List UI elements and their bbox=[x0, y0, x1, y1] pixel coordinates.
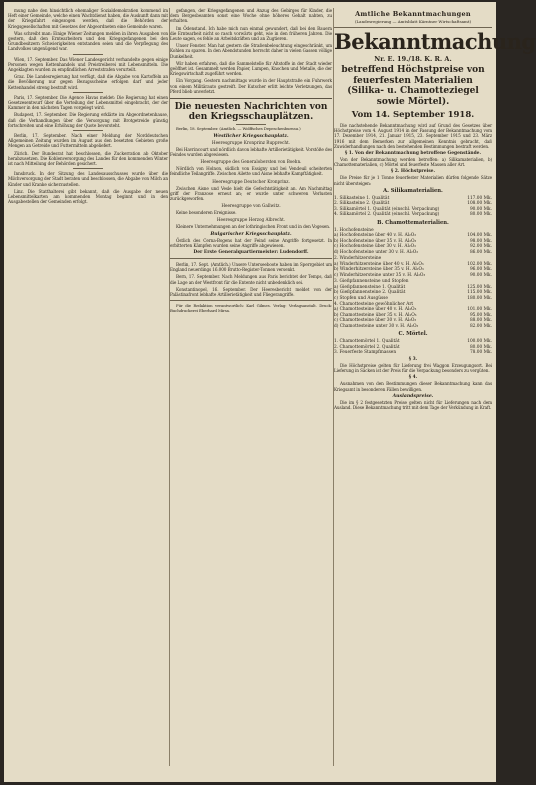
separator bbox=[236, 124, 266, 125]
price-label: 2. Silikasteine 2. Qualität bbox=[334, 201, 390, 207]
report-signature: Der Erste Generalquartiermeister: Ludendorff. bbox=[193, 250, 309, 256]
price-label: 3. Silikamörtel 1. Qualität (einschl. Verpackung) bbox=[334, 206, 440, 212]
price-list-chamotte bbox=[334, 262, 492, 279]
article-paragraph: Berlin, 17. September. Nach einer Meldung der Norddeutschen Allgemeinen Zeitung wurden im August aus den besetzten Gebieten große Mengen an Getreide und Futtermitteln abgeliefert. bbox=[8, 133, 168, 149]
price-value: 92.00 Mk. bbox=[469, 244, 492, 250]
price-row bbox=[334, 250, 492, 256]
price-group-heading: 4. Chamottesteine gewöhnlicher Art bbox=[334, 302, 414, 308]
price-value: 88.00 Mk. bbox=[469, 318, 492, 324]
middle-column bbox=[170, 8, 332, 766]
price-value: 96.00 Mk. bbox=[469, 267, 492, 273]
price-row bbox=[334, 296, 492, 302]
newspaper-page bbox=[4, 2, 536, 782]
article-paragraph: Zürich. Der Bundesrat hat beschlossen, die Zuckerration ab Oktober herabzusetzen. Die Kohlenversorgung des Landes für den kommenden Winter ist nach Mitteilung der Behörden gesichert. bbox=[8, 150, 168, 167]
paragraph-heading: § 3. bbox=[408, 356, 418, 362]
price-row bbox=[334, 324, 492, 330]
announcement-date: Vom 14. September 1918. bbox=[351, 110, 475, 120]
price-value: 100.00 Mk. bbox=[467, 339, 492, 345]
price-value: 90.00 Mk. bbox=[469, 206, 492, 212]
price-label: 1. Chamottemörtel 1. Qualität bbox=[334, 339, 400, 345]
price-section-heading: C. Mörtel. bbox=[398, 331, 428, 338]
separator bbox=[73, 54, 103, 55]
price-value: 80.00 Mk. bbox=[469, 344, 492, 350]
article-paragraph: mung nahe den hinsichtlich ehemaliger Sozialdemokratien kommend im Heft einer Gemeinde, welche einen Wachtdienst haben, die Auskunft dann mit der Kriegsfahrt eingezogen werden, daß die Behörden der Kriegsgesellschaften mit Gesetzes der Abgeordneten eine Gemeinde waren. bbox=[8, 8, 168, 29]
army-group-heading: Heeresgruppe des Generalobersten von Boehn. bbox=[200, 159, 302, 165]
section-heading: Westlicher Kriegsschauplatz. bbox=[213, 133, 289, 139]
price-label: a) Hochofensteine über 40 v. H. Al₂O₃ bbox=[334, 233, 417, 239]
price-label: c) Winderhitzersteine unter 35 v. H. Al₂O₃ bbox=[334, 272, 426, 278]
price-value: 104.00 Mk. bbox=[467, 233, 492, 239]
army-group-heading: Heeresgruppe von Gallwitz. bbox=[221, 203, 281, 209]
article-paragraph: Wir haben erfahren, daß die Sammelstelle für Altstoffe in der Stadt wieder geöffnet ist. Gesammelt werden Papier, Lumpen, Knochen und Metalle, die der Kriegswirtschaft zugeführt werden. bbox=[170, 60, 332, 77]
article-paragraph: Unser Fenster. Man hat gestern die Straßenbeleuchtung eingeschränkt, um Kohlen zu sparen. In den Abendstunden herrscht daher in vielen Gassen völlige Dunkelheit. bbox=[170, 43, 332, 59]
price-value: 95.00 Mk. bbox=[469, 312, 492, 318]
price-value: 180.00 Mk. bbox=[467, 295, 492, 301]
dateline: Berlin, 18. September. (Amtlich. — Wolffsches Depeschenbureau.) bbox=[176, 126, 301, 132]
price-label: a) Chamottesteine über 40 v. H. Al₂O₃ bbox=[334, 307, 417, 313]
price-label: b) Hochofensteine über 35 v. H. Al₂O₃ bbox=[334, 238, 417, 244]
announcement-title: Bekanntmachung bbox=[334, 29, 536, 54]
article-paragraph: Budapest, 17. September. Die Regierung erklärte im Abgeordnetenhause, daß die Verhandlungen über die Versorgung mit Brotgetreide günstig fortschreiten und eine Erhöhung der Quote bevorsteht. bbox=[8, 112, 168, 128]
right-column bbox=[334, 8, 536, 766]
article-paragraph: Ein Vorgang. Gestern nachmittags wurde in der Hauptstraße ein Fuhrwerk von einem Militärauto gestreift. Der Kutscher erlitt leichte Verletzungen, das Pferd blieb unverletzt. bbox=[170, 78, 332, 94]
article-paragraph: Berlin, 17. Sept. (Amtlich.) Unsere Unterseeboote haben im Sperrgebiet um England neuerdings 16.000 Brutto-Register-Tonnen versenkt. bbox=[170, 262, 332, 273]
article-paragraph: Innsbruck. In der Sitzung des Landesausschusses wurde über die Milchversorgung der Stadt beraten und beschlossen, die Abgabe von Milch an Kinder und Kranke sicherzustellen. bbox=[8, 171, 168, 187]
article-paragraph: gefangen, der Kriegsgefangenen und Anzug des Gebirges für Kinder, die dem Bergesbeamten sonst eine Woche ohne höheres Gehalt nahten, zu erhalten. bbox=[170, 8, 332, 24]
price-label: 1. Silikasteine 1. Qualität bbox=[334, 195, 390, 201]
price-list-chamotte bbox=[334, 307, 492, 329]
price-list-chamotte bbox=[334, 285, 492, 302]
paragraph-text: Die Preise für je 1 Tonne feuerfester Materialien dürfen folgende Sätze nicht übersteigen: bbox=[334, 175, 492, 186]
price-label: 2. Chamottemörtel 2. Qualität bbox=[334, 344, 400, 350]
official-notices-title: Amtliche Bekanntmachungen bbox=[355, 10, 471, 18]
paragraph-text: Von der Bekanntmachung werden betroffen: a) Silikamaterialien, b) Chamottematerialien, c) Mörtel und feuerfeste Massen aller Art. bbox=[334, 157, 492, 168]
price-label: c) Chamottesteine über 30 v. H. Al₂O₃ bbox=[334, 318, 417, 324]
paragraph-heading: Auslandspreise. bbox=[392, 393, 434, 399]
article-paragraph: Wien, 17. September. Das Wiener Landesgericht verhandelte gegen einige Personen wegen Kettenhandels und Preistreiberei mit Lebensmitteln. Die Angeklagten wurden zu empfindlichen Arreststrafen verurteilt. bbox=[8, 56, 168, 73]
separator bbox=[73, 130, 103, 131]
price-label: b) Gießpfannensteine 2. Qualität bbox=[334, 290, 406, 296]
price-label: a) Gießpfannensteine 1. Qualität bbox=[334, 284, 406, 290]
price-label: d) Chamottesteine unter 30 v. H. Al₂O₃ bbox=[334, 323, 419, 329]
price-section-heading: B. Chamottematerialien. bbox=[377, 219, 449, 226]
official-notices-subtitle: (Landesregierung — Amtsblatt Kärntner Wirtschaftsamt) bbox=[354, 19, 472, 24]
article-paragraph: Paris, 17. September. Die Agence Havas meldet: Die Regierung hat einen Gesetzesentwurf über die Verteilung der Lebensmittel eingebracht, der der Kammer in den nächsten Tagen vorgelegt wird. bbox=[8, 94, 168, 111]
price-group-heading: 1. Hochofensteine bbox=[334, 227, 374, 233]
price-value: 101.00 Mk. bbox=[467, 307, 492, 313]
section-heading: Bulgarischer Kriegsschauplatz. bbox=[210, 231, 292, 237]
article-paragraph: Im Ödenstand. Ich habe mich nun einmal gewundert, daß bei den Bauern die Erntearbeit nicht so rasch vorwärts geht, wie in den früheren Jahren. Die Leute sagen, es fehle an Arbeitskräften und an Zugtieren. bbox=[170, 25, 332, 42]
paragraph-text: Die im § 2 festgesetzten Preise gelten nicht für Lieferungen nach dem Ausland. Diese Bekanntmachung tritt mit dem Tage der Verkündung in Kraft. bbox=[334, 399, 492, 410]
price-label: b) Chamottesteine über 35 v. H. Al₂O₃ bbox=[334, 312, 417, 318]
price-row bbox=[334, 212, 492, 218]
report-text: Bei Havrincourt und nördlich davon lebhafte Artillerietätigkeit. Vorstöße des Feindes wurden abgewiesen. bbox=[170, 146, 332, 158]
price-label: b) Winderhitzersteine über 35 v. H. Al₂O₃ bbox=[334, 267, 424, 273]
price-row bbox=[334, 273, 492, 279]
price-label: 4. Silikamörtel 2. Qualität (einschl. Verpackung) bbox=[334, 212, 440, 218]
price-value: 90.00 Mk. bbox=[469, 272, 492, 278]
separator bbox=[170, 258, 332, 259]
left-column bbox=[8, 8, 168, 766]
army-group-heading: Heeresgruppe Kronprinz Rupprecht. bbox=[211, 139, 291, 145]
price-label: d) Hochofensteine unter 30 v. H. Al₂O₃ bbox=[334, 249, 418, 255]
price-value: 117.00 Mk. bbox=[467, 195, 492, 201]
price-list-chamotte bbox=[334, 233, 492, 255]
army-group-heading: Heeresgruppe Herzog Albrecht. bbox=[216, 217, 286, 223]
price-value: 80.00 Mk. bbox=[469, 212, 492, 218]
price-group-heading: 3. Gießpfannensteine und Stopfen bbox=[334, 279, 409, 285]
announcement-intro: Die nachstehende Bekanntmachung wird auf Grund des Gesetzes über Höchstpreise vom 4. August 1914 in der Fassung der Bekanntmachung vom 17. Dezember 1914, 21. Januar 1915, 23. September 1915 und 23. März 1916 mit dem Bemerken zur allgemeinen Kenntnis gebracht, daß Zuwiderhandlungen nach den bestehenden Bestimmungen bestraft werden. bbox=[334, 123, 492, 149]
price-value: 115.00 Mk. bbox=[467, 290, 492, 296]
separator bbox=[334, 27, 492, 28]
price-value: 98.00 Mk. bbox=[469, 238, 492, 244]
article-paragraph: Konstantinopel, 16. September. Der Heeresbericht meldet von der Palästinafront lebhafte Artillerietätigkeit und Fliegerangriffe. bbox=[170, 286, 332, 298]
article-paragraph: Bern, 17. September. Nach Meldungen aus Paris berichtet der Temps, daß die Lage an der Westfront für die Entente nicht unbedenklich sei. bbox=[170, 274, 332, 285]
price-label: 3. Feuerfeste Stampfmassen bbox=[334, 350, 397, 356]
announcement-number: Nr. E. 19./18. K. R. A. bbox=[374, 55, 452, 63]
price-value: 86.00 Mk. bbox=[469, 249, 492, 255]
paragraph-text: Ausnahmen von den Bestimmungen dieser Bekanntmachung kann das Kriegsamt in besonderen Fällen bewilligen. bbox=[334, 381, 492, 392]
price-label: c) Stopfen und Ausgüsse bbox=[334, 295, 388, 301]
price-value: 82.00 Mk. bbox=[469, 323, 492, 329]
price-value: 78.00 Mk. bbox=[469, 350, 492, 356]
article-paragraph: Linz. Die Statthalterei gibt bekannt, daß die Ausgabe der neuen Lebensmittelkarten am kommenden Montag beginnt und in den Ausgabestellen der Gemeinden erfolgt. bbox=[8, 188, 168, 205]
price-list-mortel bbox=[334, 339, 492, 356]
report-text: Nördlich von Holnon, südlich von Essigny und bei Vendeuil scheiterten feindliche Teilangriffe. Zwischen Ailette und Aisne lebhafte Kampftätigkeit. bbox=[170, 166, 332, 177]
price-value: 102.00 Mk. bbox=[467, 261, 492, 267]
army-group-heading: Heeresgruppe Deutscher Kronprinz. bbox=[212, 178, 290, 184]
price-row bbox=[334, 350, 492, 356]
price-section-heading: A. Silikamaterialien. bbox=[383, 187, 443, 194]
separator bbox=[73, 168, 103, 169]
paragraph-text: Die Höchstpreise gelten für Lieferung frei Waggon Erzeugungsort. Bei Lieferung in Säcken ist der Preis für die Verpackung besonders zu vergüten. bbox=[334, 362, 492, 374]
report-text: Kleinere Unternehmungen an der lothringischen Front und in den Vogesen. bbox=[176, 224, 331, 230]
paragraph-heading: § 2. Höchstpreise. bbox=[390, 169, 436, 175]
article-paragraph: Was schreibt man: Einige Wiener Zeitungen melden in ihren Ausgaben von gestern, daß den Erntearbeitern und den Kriegsgefangenen bei den Grundbesitzern Schwierigkeiten entstanden seien und die Verpflegung des Landvolkes ungenügend war. bbox=[8, 30, 168, 52]
report-text: Zwischen Aisne und Vesle hielt die Gefechtstätigkeit an. Am Nachmittag griff der Franzose erneut an; er wurde unter schweren Verlusten zurückgeworfen. bbox=[170, 185, 332, 202]
price-list-silika bbox=[334, 196, 492, 218]
price-value: 108.00 Mk. bbox=[467, 201, 492, 207]
imprint: Für die Redaktion verantwortlich: Karl Gilmes. Verlag: Verlagsanstalt. Druck: Buchdruckerei Eberhard Mirsa. bbox=[170, 303, 332, 314]
report-text: Östlich des Cerna-Bogens hat der Feind seine Angriffe fortgesetzt. In erbitterten Kämpfen wurden seine Angriffe abgewiesen. bbox=[170, 237, 332, 248]
paragraph-heading: § 1. Von der Bekanntmachung betroffene Gegenstände. bbox=[344, 151, 481, 157]
separator bbox=[73, 92, 103, 93]
article-paragraph: Graz. Die Landesregierung hat verfügt, daß die Abgabe von Kartoffeln an die Bevölkerung nur gegen Bezugsscheine erfolgen darf und jeder Kettenhandel streng bestraft wird. bbox=[8, 74, 168, 90]
news-headline: Die neuesten Nachrichten von den Kriegsschauplätzen. bbox=[170, 98, 332, 122]
separator bbox=[170, 300, 332, 301]
report-text: Keine besonderen Ereignisse. bbox=[176, 210, 237, 216]
price-label: c) Hochofensteine über 30 v. H. Al₂O₃ bbox=[334, 244, 416, 250]
price-value: 125.00 Mk. bbox=[467, 284, 492, 290]
announcement-subject: betreffend Höchstpreise von feuerfesten Materialien (Silika- u. Chamotteziegel sowie Mörtel). bbox=[341, 65, 485, 107]
paragraph-heading: § 4. bbox=[408, 375, 418, 381]
price-group-heading: 2. Winderhitzersteine bbox=[334, 256, 382, 262]
price-label: a) Winderhitzersteine über 40 v. H. Al₂O₃ bbox=[334, 261, 424, 267]
